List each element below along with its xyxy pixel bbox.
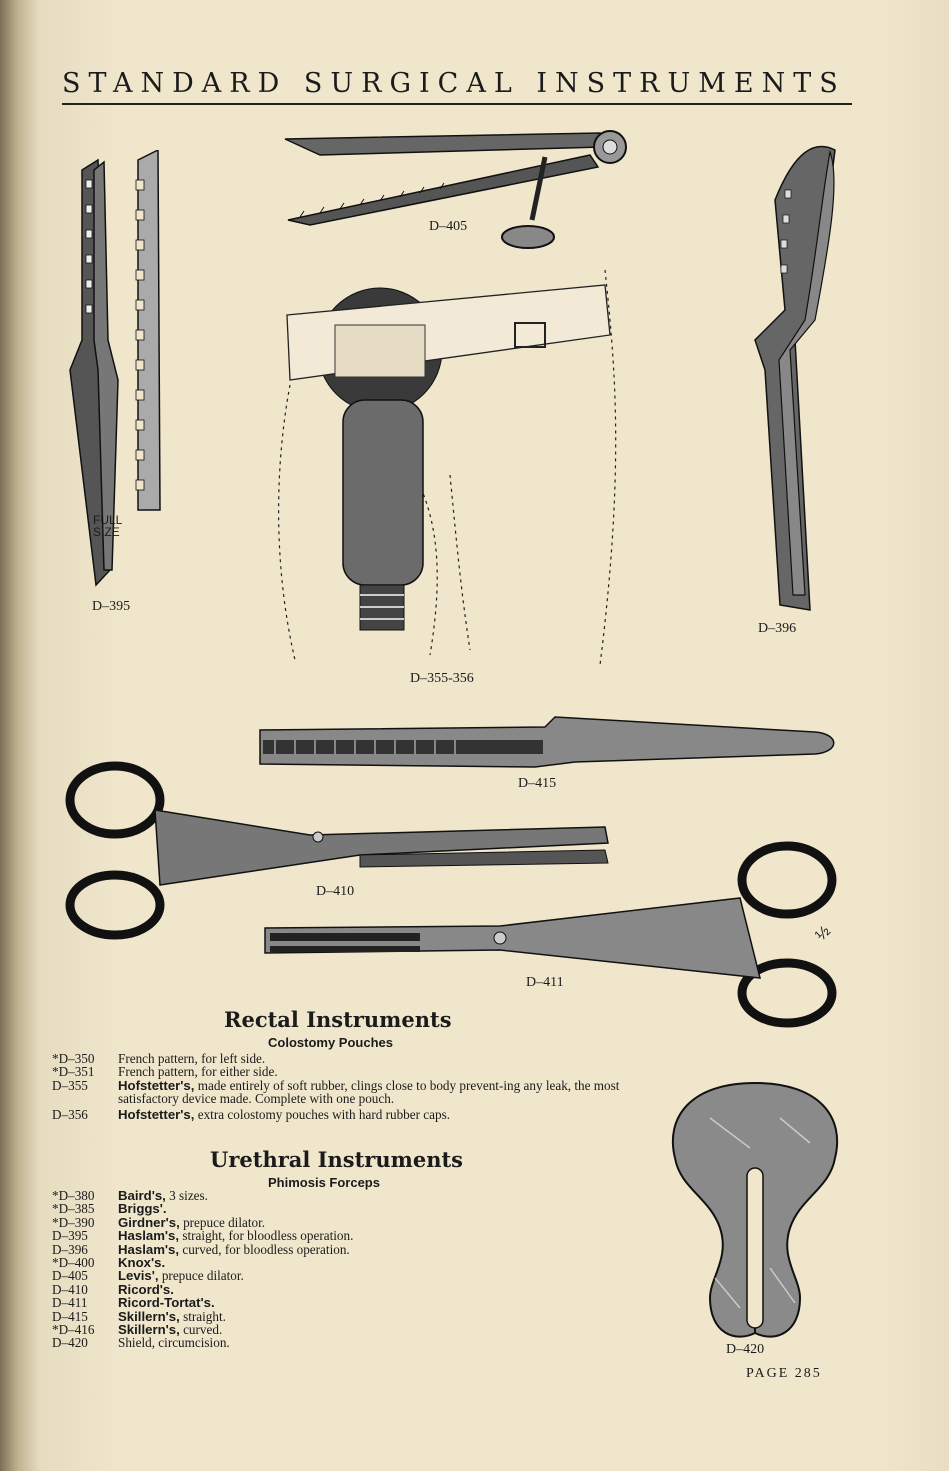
urethral-list [52,1189,632,1350]
list-item [52,1189,632,1202]
list-item [52,1269,632,1282]
item-text: curved. [179,1322,223,1338]
list-item [52,1323,632,1336]
item-text: Shield, circumcision. [118,1335,230,1351]
item-text: prepuce dilator. [179,1214,266,1230]
item-name: Baird's, [118,1188,166,1203]
item-code: *D–400 [52,1255,95,1271]
item-name: Girdner's, [118,1214,180,1230]
item-name: Ricord-Tortat's. [118,1295,215,1311]
list-item [52,1283,632,1296]
list-item [52,1296,632,1309]
item-code: *D–385 [52,1201,95,1217]
list-item [52,1065,632,1078]
d396-label: D–396 [758,621,797,636]
rectal-subheading: Colostomy Pouches [268,1035,393,1050]
item-name: Skillern's, [118,1322,180,1338]
d395-label: D–395 [92,599,131,614]
item-name: Levis', [118,1268,159,1284]
item-code: D–356 [52,1106,88,1122]
item-code: D–410 [52,1281,88,1297]
d420-shield-illustration [670,1078,840,1348]
half-scale-mark: ½ [812,922,835,945]
urethral-subheading: Phimosis Forceps [268,1175,380,1190]
list-item [52,1256,632,1269]
full-size-line-1: FULL [93,513,123,527]
item-name: Ricord's. [118,1281,174,1297]
item-code: *D–390 [52,1214,95,1230]
list-item [52,1202,632,1215]
item-text: prepuce dilator. [158,1268,244,1284]
rectal-list [52,1052,632,1121]
d411-label: D–411 [526,975,564,990]
list-item [52,1229,632,1242]
d355-356-label: D–355-356 [410,671,474,686]
item-text: made entirely of soft rubber, clings close to body prevent-ing any leak, the most satisfactory device made. Complete with one pouch. [118,1077,620,1107]
item-text: extra colostomy pouches with hard rubber caps. [194,1106,451,1122]
item-text: French pattern, for either side. [118,1064,278,1080]
item-code: *D–350 [52,1051,95,1066]
item-code: *D–416 [52,1322,95,1338]
list-item [52,1052,632,1065]
list-item [52,1336,632,1349]
item-text: curved, for bloodless operation. [179,1241,350,1257]
item-name: Briggs'. [118,1201,167,1217]
item-name: Hofstetter's, [118,1106,195,1122]
item-code: D–411 [52,1295,88,1311]
item-text: 3 sizes. [165,1188,208,1203]
item-text: French pattern, for left side. [118,1051,266,1066]
item-code: D–415 [52,1308,88,1324]
d405-label: D–405 [429,219,468,234]
item-code: D–405 [52,1268,88,1284]
rectal-heading: Rectal Instruments [224,1007,452,1032]
item-code: D–396 [52,1241,88,1257]
item-code: D–395 [52,1228,88,1244]
item-code: D–355 [52,1077,88,1093]
d415-label: D–415 [518,776,557,791]
item-code: *D–351 [52,1064,95,1080]
list-item [52,1216,632,1229]
full-size-line-2: SIZE [93,525,120,539]
item-name: Skillern's, [118,1308,180,1324]
full-size-note [93,514,122,538]
item-name: Knox's. [118,1255,166,1271]
item-name: Hofstetter's, [118,1077,195,1093]
item-text: straight, for bloodless operation. [179,1228,354,1244]
header-rule [62,103,852,105]
page-header [62,66,857,106]
list-item [52,1310,632,1323]
page-title: STANDARD SURGICAL INSTRUMENTS [62,68,846,99]
d396-forceps-illustration [735,140,855,620]
list-item [52,1108,632,1121]
page-number: PAGE 285 [746,1366,822,1381]
item-name: Haslam's, [118,1228,180,1244]
list-item [52,1079,632,1106]
colostomy-pouch-illustration [265,265,645,675]
list-item [52,1243,632,1256]
item-text: straight. [179,1308,226,1324]
item-code: D–420 [52,1335,88,1351]
item-name: Haslam's, [118,1241,180,1257]
item-code: *D–380 [52,1188,95,1203]
d410-label: D–410 [316,884,355,899]
d405-dilator-illustration [280,125,640,255]
urethral-heading: Urethral Instruments [210,1147,463,1172]
d420-label: D–420 [726,1342,765,1357]
